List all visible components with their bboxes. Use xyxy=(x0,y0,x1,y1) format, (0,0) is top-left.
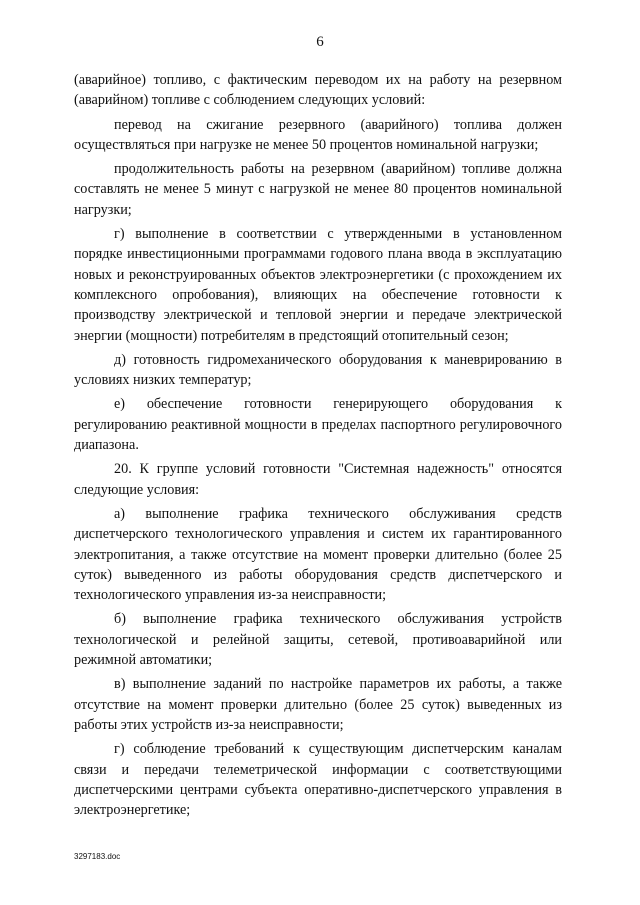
document-filename: 3297183.doc xyxy=(74,852,121,861)
paragraph-item-e: е) обеспечение готовности генерирующего оборудования к регулированию реактивной мощности в пределах паспортного регулировочного диапазона. xyxy=(74,396,562,454)
paragraph-item-g2: г) соблюдение требований к существующим диспетчерским каналам связи и передачи телеметрической информации с соответствующими диспетчерскими центрами субъекта оперативно-диспетчерского управления в электроэнергетике; xyxy=(74,741,562,819)
paragraph-item-a: а) выполнение графика технического обслуживания средств диспетчерского технологического управления и систем их гарантированного электропитания, а также отсутствие на момент проверки длительно (более 25 суток) выведенного из работы оборудования средств диспетчерского и технологического управления из-за неисправности; xyxy=(74,505,562,604)
paragraph-item-v: в) выполнение заданий по настройке параметров их работы, а также отсутствие на момент проверки длительно (более 25 суток) выведенных из работы этих устройств из-за неисправности; xyxy=(74,676,562,733)
paragraph-item-b: б) выполнение графика технического обслуживания устройств технологической и релейной защиты, сетевой, противоаварийной или режимной автоматики; xyxy=(74,611,562,669)
paragraph-item-d: д) готовность гидромеханического оборудования к маневрированию в условиях низких температур; xyxy=(74,351,562,389)
paragraph-section-20: 20. К группе условий готовности "Системная надежность" относятся следующие условия: xyxy=(74,461,562,498)
paragraph-duration: продолжительность работы на резервном (аварийном) топливе должна составлять не менее 5 минут с нагрузкой не менее 80 процентов номинальной нагрузки; xyxy=(74,161,562,218)
paragraph-continuation: (аварийное) топливо, с фактическим переводом их на работу на резервном (аварийном) топливе с соблюдением следующих условий: xyxy=(74,72,562,109)
page-number: 6 xyxy=(316,34,324,50)
document-body xyxy=(74,70,562,824)
paragraph-fuel-switch: перевод на сжигание резервного (аварийного) топлива должен осуществляться при нагрузке не менее 50 процентов номинальной нагрузки; xyxy=(74,116,562,153)
paragraph-item-g: г) выполнение в соответствии с утвержденными в установленном порядке инвестиционными программами годового плана ввода в эксплуатацию новых и реконструированных объектов электроэнергетики (с прохождением их комплексного опробования), влияющих на обеспечение готовности к производству электрической и тепловой энергии и передаче электрической энергии (мощности) потребителям в предстоящий отопительный сезон; xyxy=(74,226,562,344)
